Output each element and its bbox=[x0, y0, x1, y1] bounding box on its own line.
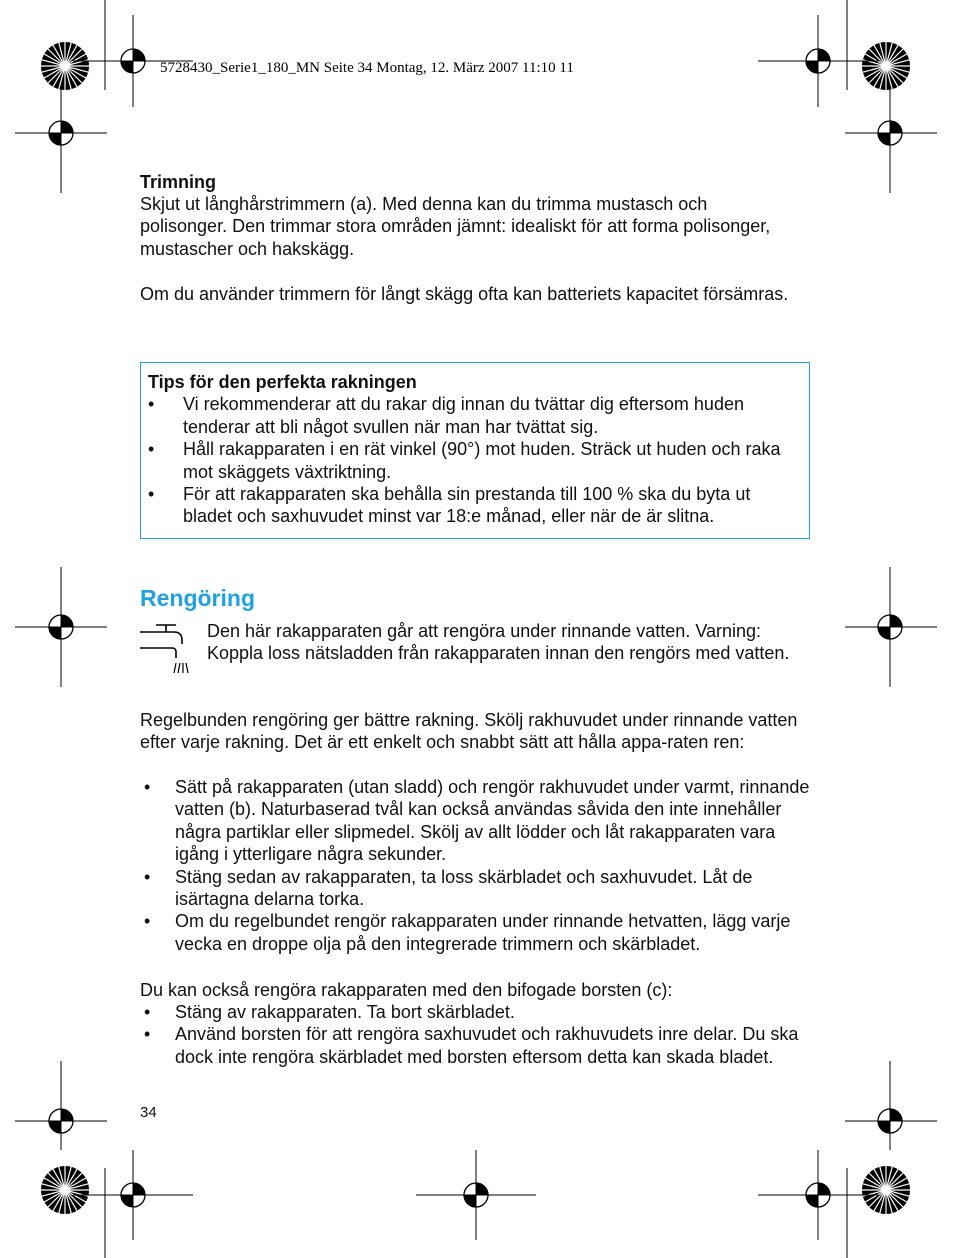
bullet: • bbox=[148, 394, 155, 415]
tips-heading: Tips för den perfekta rakningen bbox=[148, 372, 417, 392]
list-item bbox=[140, 1023, 815, 1068]
cleaning-heading: Rengöring bbox=[140, 585, 255, 611]
brush-steps-list bbox=[140, 1001, 815, 1068]
trimming-paragraph: Skjut ut långhårstrimmern (a). Med denna kan du trimma mustasch och polisonger. Den trimmar stora områden jämnt: idealiskt för att forma polisonger, mustascher och hakskägg. bbox=[140, 194, 771, 259]
print-slug-line: 5728430_Serie1_180_MN Seite 34 Montag, 12. März 2007 11:10 11 bbox=[160, 60, 574, 76]
list-item bbox=[140, 866, 815, 911]
list-item-text: Stäng sedan av rakapparaten, ta loss skärbladet och saxhuvudet. Låt de isärtagna delarna torka. bbox=[175, 866, 753, 910]
bullet: • bbox=[144, 1002, 151, 1022]
bullet: • bbox=[144, 1024, 151, 1045]
bullet: • bbox=[148, 484, 155, 505]
tips-item bbox=[148, 438, 804, 483]
bullet: • bbox=[144, 866, 151, 887]
bullet: • bbox=[148, 439, 155, 460]
page-number: 34 bbox=[140, 1104, 157, 1121]
tips-item-text: Håll rakapparaten i en rät vinkel (90°) mot huden. Sträck ut huden och raka mot skäggets växtriktning. bbox=[183, 439, 781, 482]
tips-item bbox=[148, 483, 804, 528]
tips-item bbox=[148, 393, 804, 438]
list-item bbox=[140, 910, 815, 955]
list-item-text: Stäng av rakapparaten. Ta bort skärbladet. bbox=[175, 1002, 515, 1022]
tips-box bbox=[140, 362, 810, 539]
list-item bbox=[140, 1001, 815, 1023]
tips-item-text: För att rakapparaten ska behålla sin prestanda till 100 % ska du byta ut bladet och saxhuvudet minst var 18:e månad, eller när de är slitna. bbox=[183, 484, 751, 527]
brush-intro: Du kan också rengöra rakapparaten med den bifogade borsten (c): bbox=[140, 980, 673, 1000]
list-item-text: Om du regelbundet rengör rakapparaten under rinnande hetvatten, lägg varje vecka en droppe olja på den integrerade trimmern och skärbladet. bbox=[175, 911, 791, 954]
trimming-battery-note: Om du använder trimmern för långt skägg ofta kan batteriets kapacitet försämras. bbox=[140, 284, 789, 304]
bullet: • bbox=[144, 911, 151, 932]
rinse-under-water-icon bbox=[138, 622, 194, 678]
bullet: • bbox=[144, 777, 151, 797]
trimming-heading: Trimning bbox=[140, 172, 216, 192]
cleaning-intro: Regelbunden rengöring ger bättre rakning. Skölj rakhuvudet under rinnande vatten efter varje rakning. Det är ett enkelt och snabbt sätt att hålla appa-raten ren: bbox=[140, 710, 798, 753]
list-item-text: Sätt på rakapparaten (utan sladd) och rengör rakhuvudet under varmt, rinnande vatten (b). Naturbaserad tvål kan också användas såvida den inte innehåller några partiklar eller slipmedel. Skölj av allt lödder och låt rakapparaten vara igång i ytterligare några sekunder. bbox=[175, 777, 810, 865]
rinse-warning-text: Den här rakapparaten går att rengöra under rinnande vatten. Varning: Koppla loss nätsladden från rakapparaten innan den rengörs med vatten. bbox=[207, 621, 790, 664]
cleaning-steps-list bbox=[140, 776, 815, 955]
list-item bbox=[140, 776, 815, 866]
tips-item-text: Vi rekommenderar att du rakar dig innan du tvättar dig eftersom huden tenderar att bli något svullen när man har tvättat sig. bbox=[183, 394, 744, 437]
list-item-text: Använd borsten för att rengöra saxhuvudet och rakhuvudets inre delar. Du ska dock inte rengöra skärbladet med borsten eftersom detta kan skada bladet. bbox=[175, 1024, 799, 1067]
